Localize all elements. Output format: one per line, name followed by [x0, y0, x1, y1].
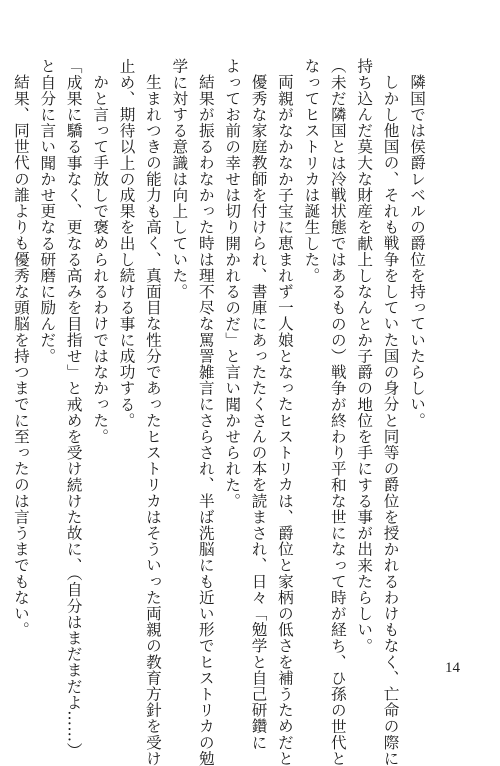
text-line: 結果が振るわなかった時は理不尽な罵詈雑言にさらされ、半ば洗脳にも近い形でヒストリカの勉: [196, 73, 215, 766]
text-line: 「成果に驕る事なく、更なる高みを目指せ」と戒めを受け続けた故に、（自分はまだまだよ……）: [64, 58, 83, 759]
text-line: しかし他国の、それも戦争をしていた国の身分と同等の爵位を授かれるわけもなく、亡命の際に: [381, 73, 400, 766]
text-line: 持ち込んだ莫大な財産を献上しなんとか子爵の地位を手にする事が出来たらしい。: [355, 58, 374, 654]
text-line: よってお前の幸せは切り開かれるのだ」と言い聞かせられた。: [223, 58, 242, 509]
text-line: 結果、同世代の誰よりも優秀な頭脳を持つまでに至ったのは言うまでもない。: [11, 73, 30, 638]
text-line: 生まれつきの能力も高く、真面目な性分であったヒストリカはそういった両親の教育方針を受け: [143, 73, 162, 766]
text-line: 学に対する意識は向上していた。: [170, 58, 189, 300]
text-line: 止め、期待以上の成果を出し続ける事に成功する。: [117, 58, 136, 429]
text-line: なってヒストリカは誕生した。: [302, 58, 321, 284]
text-line: 優秀な家庭教師を付けられ、書庫にあったたくさんの本を読まされ、日々「勉学と自己研鑽に: [249, 73, 268, 750]
text-line: （未だ隣国とは冷戦状態ではあるものの）戦争が終わり平和な世になって時が経ち、ひ孫の世代と: [328, 58, 347, 766]
text-line: と自分に言い聞かせ更なる研磨に励んだ。: [38, 58, 57, 364]
page-number: 14: [445, 660, 460, 676]
text-line: 隣国では侯爵レベルの爵位を持っていたらしい。: [408, 73, 426, 428]
text-line: かと言って手放しで褒められるわけではなかった。: [91, 73, 110, 444]
text-line: 両親がなかなか子宝に恵まれず一人娘となったヒストリカは、爵位と家柄の低さを補うためだと: [275, 73, 294, 766]
body-text: [11, 58, 430, 766]
